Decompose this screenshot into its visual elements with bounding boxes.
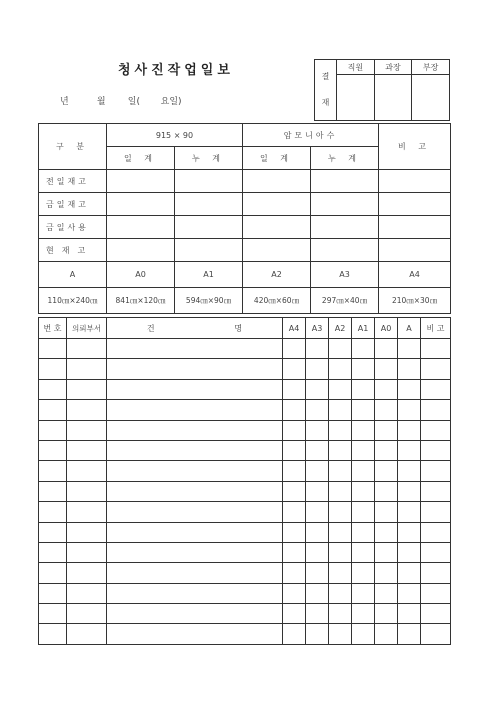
log-entry-cell[interactable] xyxy=(283,339,306,359)
entry-cell[interactable] xyxy=(175,216,243,239)
log-entry-cell[interactable] xyxy=(421,542,451,562)
log-row xyxy=(39,379,451,399)
log-entry-cell[interactable] xyxy=(421,604,451,624)
log-entry-cell[interactable] xyxy=(107,522,283,542)
log-entry-cell[interactable] xyxy=(306,542,329,562)
entry-cell[interactable] xyxy=(379,239,451,262)
paper-size-dims: 297㎝×40㎝ xyxy=(311,288,379,314)
approval-position: 부장 xyxy=(412,60,450,75)
log-entry-cell[interactable] xyxy=(352,481,375,501)
summary-table xyxy=(38,123,451,314)
entry-cell[interactable] xyxy=(243,216,311,239)
paper-size-name: A xyxy=(39,262,107,288)
log-entry-cell[interactable] xyxy=(39,604,67,624)
log-entry-cell[interactable] xyxy=(67,542,107,562)
signature-cell[interactable] xyxy=(412,75,450,121)
log-row xyxy=(39,624,451,644)
approval-box xyxy=(314,59,450,121)
log-entry-cell[interactable] xyxy=(283,420,306,440)
log-entry-cell[interactable] xyxy=(107,339,283,359)
entry-cell[interactable] xyxy=(107,193,175,216)
log-entry-cell[interactable] xyxy=(306,604,329,624)
log-entry-cell[interactable] xyxy=(283,461,306,481)
log-entry-cell[interactable] xyxy=(283,542,306,562)
entry-cell[interactable] xyxy=(175,170,243,193)
size-column-header: 915 × 90 xyxy=(107,124,243,147)
log-entry-cell[interactable] xyxy=(329,542,352,562)
log-entry-cell[interactable] xyxy=(375,522,398,542)
log-entry-cell[interactable] xyxy=(352,542,375,562)
log-header-a4: A4 xyxy=(283,318,306,339)
log-row xyxy=(39,420,451,440)
log-entry-cell[interactable] xyxy=(67,502,107,522)
entry-cell[interactable] xyxy=(311,193,379,216)
log-entry-cell[interactable] xyxy=(39,339,67,359)
log-entry-cell[interactable] xyxy=(421,359,451,379)
work-log-table xyxy=(38,317,451,645)
log-entry-cell[interactable] xyxy=(329,563,352,583)
entry-cell[interactable] xyxy=(243,239,311,262)
remarks-header: 비 고 xyxy=(379,124,451,170)
log-entry-cell[interactable] xyxy=(283,522,306,542)
log-entry-cell[interactable] xyxy=(421,379,451,399)
log-entry-cell[interactable] xyxy=(67,440,107,460)
log-row xyxy=(39,481,451,501)
approval-position: 직원 xyxy=(337,60,375,75)
log-header-remarks: 비 고 xyxy=(421,318,451,339)
log-entry-cell[interactable] xyxy=(398,339,421,359)
log-entry-cell[interactable] xyxy=(107,502,283,522)
log-entry-cell[interactable] xyxy=(398,440,421,460)
log-entry-cell[interactable] xyxy=(67,604,107,624)
log-entry-cell[interactable] xyxy=(398,461,421,481)
log-entry-cell[interactable] xyxy=(39,359,67,379)
log-entry-cell[interactable] xyxy=(398,481,421,501)
log-entry-cell[interactable] xyxy=(283,440,306,460)
log-entry-cell[interactable] xyxy=(39,563,67,583)
entry-cell[interactable] xyxy=(107,239,175,262)
log-header-a2: A2 xyxy=(329,318,352,339)
log-row xyxy=(39,440,451,460)
log-entry-cell[interactable] xyxy=(352,420,375,440)
log-entry-cell[interactable] xyxy=(421,583,451,603)
entry-cell[interactable] xyxy=(311,216,379,239)
log-entry-cell[interactable] xyxy=(375,481,398,501)
log-entry-cell[interactable] xyxy=(352,563,375,583)
date-line xyxy=(60,94,182,107)
weekday-label: 요일) xyxy=(160,97,182,107)
paper-size-name: A4 xyxy=(379,262,451,288)
log-entry-cell[interactable] xyxy=(107,420,283,440)
log-entry-cell[interactable] xyxy=(352,440,375,460)
log-entry-cell[interactable] xyxy=(39,502,67,522)
paper-size-dims: 110㎝×240㎝ xyxy=(39,288,107,314)
log-entry-cell[interactable] xyxy=(375,400,398,420)
log-entry-cell[interactable] xyxy=(375,502,398,522)
paper-size-name: A3 xyxy=(311,262,379,288)
category-header: 구 분 xyxy=(39,124,107,170)
log-header-department: 의뢰부서 xyxy=(67,318,107,339)
daily-subheader: 일 계 xyxy=(107,147,175,170)
log-entry-cell[interactable] xyxy=(375,624,398,644)
log-header-a: A xyxy=(398,318,421,339)
log-entry-cell[interactable] xyxy=(421,481,451,501)
row-label: 금일재고 xyxy=(39,193,107,216)
signature-cell[interactable] xyxy=(374,75,412,121)
log-entry-cell[interactable] xyxy=(421,440,451,460)
log-entry-cell[interactable] xyxy=(67,420,107,440)
log-entry-cell[interactable] xyxy=(375,420,398,440)
entry-cell[interactable] xyxy=(311,239,379,262)
year-label: 년 xyxy=(60,97,69,107)
log-entry-cell[interactable] xyxy=(67,481,107,501)
log-entry-cell[interactable] xyxy=(375,461,398,481)
log-entry-cell[interactable] xyxy=(39,522,67,542)
paper-size-dims: 210㎝×30㎝ xyxy=(379,288,451,314)
log-entry-cell[interactable] xyxy=(398,624,421,644)
log-entry-cell[interactable] xyxy=(39,624,67,644)
log-entry-cell[interactable] xyxy=(39,542,67,562)
signature-cell[interactable] xyxy=(337,75,375,121)
log-entry-cell[interactable] xyxy=(375,542,398,562)
log-entry-cell[interactable] xyxy=(306,420,329,440)
log-row xyxy=(39,359,451,379)
paper-size-dims: 841㎝×120㎝ xyxy=(107,288,175,314)
row-label: 전일재고 xyxy=(39,170,107,193)
log-entry-cell[interactable] xyxy=(67,522,107,542)
log-entry-cell[interactable] xyxy=(352,339,375,359)
log-entry-cell[interactable] xyxy=(39,481,67,501)
log-entry-cell[interactable] xyxy=(329,339,352,359)
log-row xyxy=(39,583,451,603)
ammonia-column-header: 암모니아수 xyxy=(243,124,379,147)
row-label: 현재고 xyxy=(39,239,107,262)
log-entry-cell[interactable] xyxy=(329,502,352,522)
log-entry-cell[interactable] xyxy=(67,563,107,583)
log-entry-cell[interactable] xyxy=(421,420,451,440)
log-entry-cell[interactable] xyxy=(375,563,398,583)
page-title: 청사진작업일보 xyxy=(118,63,234,78)
log-entry-cell[interactable] xyxy=(283,379,306,399)
log-entry-cell[interactable] xyxy=(107,481,283,501)
daily-subheader: 일 계 xyxy=(243,147,311,170)
log-entry-cell[interactable] xyxy=(375,339,398,359)
log-entry-cell[interactable] xyxy=(352,379,375,399)
log-entry-cell[interactable] xyxy=(39,440,67,460)
month-label: 월 xyxy=(96,97,106,107)
log-entry-cell[interactable] xyxy=(352,522,375,542)
log-entry-cell[interactable] xyxy=(375,583,398,603)
log-entry-cell[interactable] xyxy=(352,583,375,603)
log-entry-cell[interactable] xyxy=(352,624,375,644)
entry-cell[interactable] xyxy=(311,170,379,193)
log-header-a1: A1 xyxy=(352,318,375,339)
log-entry-cell[interactable] xyxy=(352,502,375,522)
log-entry-cell[interactable] xyxy=(306,440,329,460)
log-entry-cell[interactable] xyxy=(398,542,421,562)
log-row xyxy=(39,563,451,583)
day-label: 일( xyxy=(127,97,140,107)
approval-position: 과장 xyxy=(374,60,412,75)
log-header-a0: A0 xyxy=(375,318,398,339)
log-entry-cell[interactable] xyxy=(329,522,352,542)
log-entry-cell[interactable] xyxy=(329,359,352,379)
log-entry-cell[interactable] xyxy=(107,461,283,481)
entry-cell[interactable] xyxy=(175,239,243,262)
log-entry-cell[interactable] xyxy=(67,379,107,399)
log-entry-cell[interactable] xyxy=(398,400,421,420)
log-row xyxy=(39,604,451,624)
log-entry-cell[interactable] xyxy=(39,583,67,603)
log-entry-cell[interactable] xyxy=(107,563,283,583)
log-entry-cell[interactable] xyxy=(329,604,352,624)
log-entry-cell[interactable] xyxy=(398,522,421,542)
log-entry-cell[interactable] xyxy=(67,583,107,603)
log-entry-cell[interactable] xyxy=(398,359,421,379)
entry-cell[interactable] xyxy=(379,170,451,193)
log-entry-cell[interactable] xyxy=(329,379,352,399)
log-entry-cell[interactable] xyxy=(67,624,107,644)
paper-size-name: A1 xyxy=(175,262,243,288)
log-entry-cell[interactable] xyxy=(398,583,421,603)
log-entry-cell[interactable] xyxy=(352,604,375,624)
log-header-subject-2: 명 xyxy=(195,318,283,339)
log-entry-cell[interactable] xyxy=(306,481,329,501)
log-entry-cell[interactable] xyxy=(107,400,283,420)
log-entry-cell[interactable] xyxy=(67,461,107,481)
log-entry-cell[interactable] xyxy=(421,461,451,481)
log-entry-cell[interactable] xyxy=(283,359,306,379)
log-entry-cell[interactable] xyxy=(283,624,306,644)
log-entry-cell[interactable] xyxy=(67,339,107,359)
paper-size-dims: 594㎝×90㎝ xyxy=(175,288,243,314)
log-entry-cell[interactable] xyxy=(107,624,283,644)
log-entry-cell[interactable] xyxy=(421,339,451,359)
log-entry-cell[interactable] xyxy=(306,359,329,379)
log-entry-cell[interactable] xyxy=(306,461,329,481)
log-entry-cell[interactable] xyxy=(375,440,398,460)
log-entry-cell[interactable] xyxy=(352,461,375,481)
row-label: 금일사용 xyxy=(39,216,107,239)
log-entry-cell[interactable] xyxy=(375,359,398,379)
log-entry-cell[interactable] xyxy=(421,624,451,644)
log-entry-cell[interactable] xyxy=(398,604,421,624)
log-row xyxy=(39,461,451,481)
log-entry-cell[interactable] xyxy=(352,359,375,379)
log-entry-cell[interactable] xyxy=(107,440,283,460)
log-entry-cell[interactable] xyxy=(398,420,421,440)
log-entry-cell[interactable] xyxy=(306,624,329,644)
log-entry-cell[interactable] xyxy=(421,563,451,583)
log-row xyxy=(39,542,451,562)
log-entry-cell[interactable] xyxy=(329,440,352,460)
paper-size-name: A2 xyxy=(243,262,311,288)
entry-cell[interactable] xyxy=(243,193,311,216)
log-entry-cell[interactable] xyxy=(306,502,329,522)
log-header-a3: A3 xyxy=(306,318,329,339)
log-entry-cell[interactable] xyxy=(39,420,67,440)
log-entry-cell[interactable] xyxy=(306,522,329,542)
log-entry-cell[interactable] xyxy=(398,563,421,583)
log-entry-cell[interactable] xyxy=(398,502,421,522)
log-entry-cell[interactable] xyxy=(375,379,398,399)
paper-size-dims: 420㎝×60㎝ xyxy=(243,288,311,314)
log-entry-cell[interactable] xyxy=(306,563,329,583)
log-row xyxy=(39,339,451,359)
paper-size-name: A0 xyxy=(107,262,175,288)
log-entry-cell[interactable] xyxy=(306,400,329,420)
log-entry-cell[interactable] xyxy=(398,379,421,399)
log-entry-cell[interactable] xyxy=(329,583,352,603)
log-header-subject-1: 건 xyxy=(107,318,195,339)
log-entry-cell[interactable] xyxy=(306,379,329,399)
log-entry-cell[interactable] xyxy=(421,400,451,420)
log-entry-cell[interactable] xyxy=(306,583,329,603)
log-entry-cell[interactable] xyxy=(67,359,107,379)
log-entry-cell[interactable] xyxy=(329,461,352,481)
log-entry-cell[interactable] xyxy=(352,400,375,420)
log-entry-cell[interactable] xyxy=(329,420,352,440)
log-entry-cell[interactable] xyxy=(107,359,283,379)
log-entry-cell[interactable] xyxy=(283,400,306,420)
log-entry-cell[interactable] xyxy=(283,502,306,522)
log-entry-cell[interactable] xyxy=(283,481,306,501)
cumulative-subheader: 누 계 xyxy=(311,147,379,170)
log-entry-cell[interactable] xyxy=(107,379,283,399)
entry-cell[interactable] xyxy=(379,193,451,216)
log-entry-cell[interactable] xyxy=(107,604,283,624)
approval-label: 결재 xyxy=(315,60,337,121)
log-entry-cell[interactable] xyxy=(283,563,306,583)
entry-cell[interactable] xyxy=(107,170,175,193)
entry-cell[interactable] xyxy=(175,193,243,216)
log-entry-cell[interactable] xyxy=(421,502,451,522)
log-row xyxy=(39,502,451,522)
log-row xyxy=(39,400,451,420)
log-entry-cell[interactable] xyxy=(306,339,329,359)
log-entry-cell[interactable] xyxy=(375,604,398,624)
log-entry-cell[interactable] xyxy=(329,624,352,644)
log-entry-cell[interactable] xyxy=(39,379,67,399)
log-header-number: 번 호 xyxy=(39,318,67,339)
entry-cell[interactable] xyxy=(243,170,311,193)
log-entry-cell[interactable] xyxy=(107,542,283,562)
log-entry-cell[interactable] xyxy=(421,522,451,542)
entry-cell[interactable] xyxy=(107,216,175,239)
log-entry-cell[interactable] xyxy=(283,583,306,603)
entry-cell[interactable] xyxy=(379,216,451,239)
log-row xyxy=(39,522,451,542)
log-entry-cell[interactable] xyxy=(329,400,352,420)
log-entry-cell[interactable] xyxy=(39,461,67,481)
cumulative-subheader: 누 계 xyxy=(175,147,243,170)
log-entry-cell[interactable] xyxy=(283,604,306,624)
log-entry-cell[interactable] xyxy=(107,583,283,603)
log-entry-cell[interactable] xyxy=(67,400,107,420)
log-entry-cell[interactable] xyxy=(329,481,352,501)
log-entry-cell[interactable] xyxy=(39,400,67,420)
